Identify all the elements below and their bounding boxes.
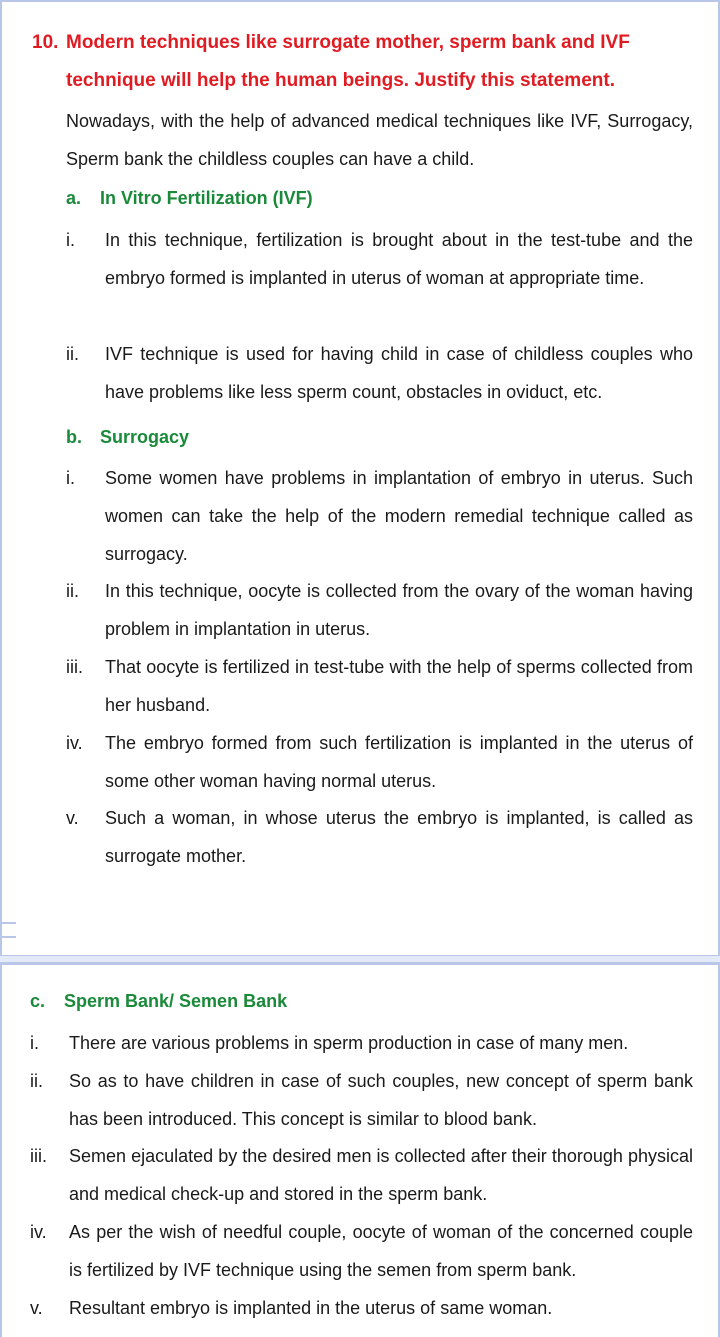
intro-paragraph: Nowadays, with the help of advanced medical techniques like IVF, Surrogacy, Sperm bank the childless couples can have a child. (66, 111, 693, 169)
item-text: Semen ejaculated by the desired men is collected after their thorough physical and medical check-up and stored in the sperm bank. (69, 1146, 693, 1204)
list-item (66, 572, 693, 648)
item-number: ii. (66, 344, 79, 364)
item-number: iv. (66, 733, 83, 753)
section-c-heading (30, 982, 287, 1020)
list-item (66, 221, 693, 297)
item-number: v. (66, 808, 79, 828)
page-2 (0, 962, 720, 1337)
list-item (66, 799, 693, 875)
item-text: That oocyte is fertilized in test-tube with the help of sperms collected from her husband. (105, 657, 693, 715)
item-text: The embryo formed from such fertilization is implanted in the uterus of some other woman having normal uterus. (105, 733, 693, 791)
list-item (30, 1062, 693, 1138)
section-a-label: a. (66, 188, 82, 208)
list-item (66, 724, 693, 800)
item-text: As per the wish of needful couple, oocyte of woman of the concerned couple is fertilized by IVF technique using the semen from sperm bank. (69, 1222, 693, 1280)
section-b-title: Surrogacy (100, 427, 190, 447)
section-c-title: Sperm Bank/ Semen Bank (64, 991, 288, 1011)
item-number: iii. (66, 657, 83, 677)
item-text: Resultant embryo is implanted in the uterus of same woman. (69, 1298, 553, 1318)
question-text: Modern techniques like surrogate mother, sperm bank and IVF technique will help the human beings. Justify this statement. (66, 32, 630, 91)
list-item (66, 459, 693, 573)
section-a-title: In Vitro Fertilization (IVF) (100, 188, 313, 208)
question-heading (32, 24, 702, 100)
item-text: Such a woman, in whose uterus the embryo is implanted, is called as surrogate mother. (105, 808, 693, 866)
question-number: 10. (32, 32, 59, 53)
item-text: IVF technique is used for having child in case of childless couples who have problems like less sperm count, obstacles in oviduct, etc. (105, 344, 693, 402)
item-number: ii. (66, 581, 79, 601)
item-number: i. (30, 1033, 39, 1053)
list-item (66, 648, 693, 724)
item-number: ii. (30, 1071, 43, 1091)
section-b-label: b. (66, 427, 82, 447)
item-number: iii. (30, 1146, 47, 1166)
edge-mark (0, 922, 16, 924)
item-text: So as to have children in case of such couples, new concept of sperm bank has been introduced. This concept is similar to blood bank. (69, 1071, 693, 1129)
list-item (30, 1024, 693, 1062)
item-number: i. (66, 230, 75, 250)
section-b-heading (66, 418, 189, 456)
section-c-label: c. (30, 991, 46, 1011)
item-number: v. (30, 1298, 43, 1318)
item-number: iv. (30, 1222, 47, 1242)
item-text: In this technique, oocyte is collected from the ovary of the woman having problem in implantation in uterus. (105, 581, 693, 639)
item-text: Some women have problems in implantation of embryo in uterus. Such women can take the help of the modern remedial technique called as surrogacy. (105, 468, 693, 564)
section-a-heading (66, 179, 313, 217)
list-item (30, 1289, 693, 1327)
list-item (30, 1137, 693, 1213)
edge-mark (0, 936, 16, 938)
item-text: In this technique, fertilization is brought about in the test-tube and the embryo formed is implanted in uterus of woman at appropriate time. (105, 230, 693, 288)
list-item (66, 335, 693, 411)
list-item (30, 1213, 693, 1289)
item-number: i. (66, 468, 75, 488)
item-text: There are various problems in sperm production in case of many men. (69, 1033, 629, 1053)
